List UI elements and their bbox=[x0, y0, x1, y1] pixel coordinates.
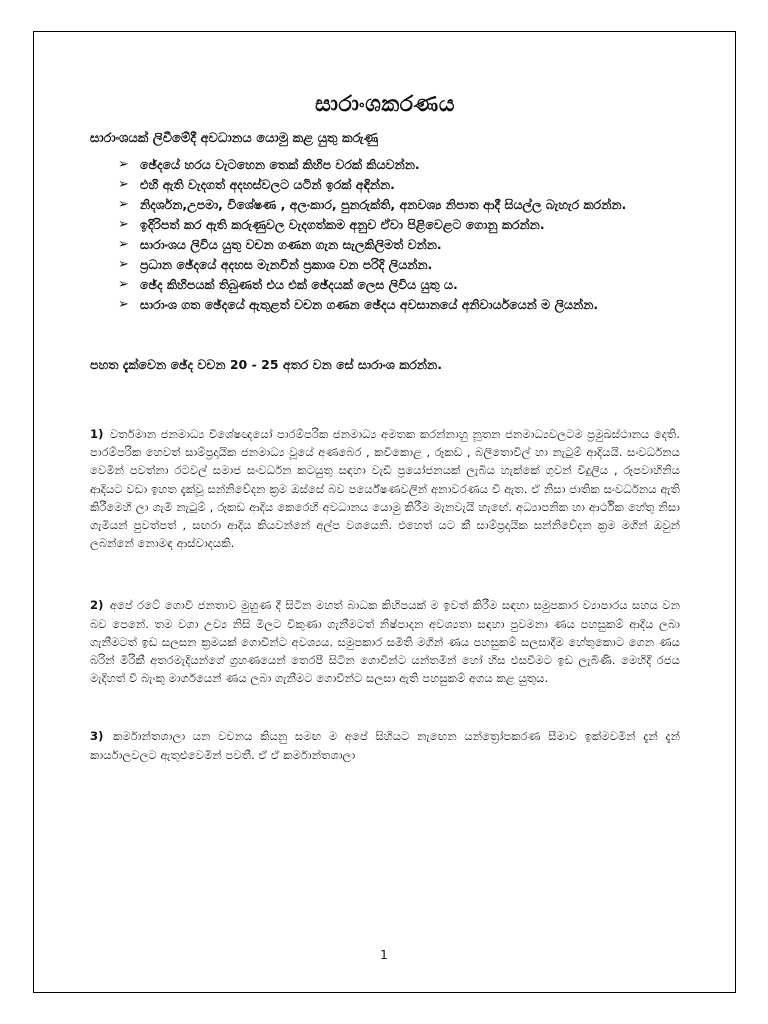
paragraph-3 bbox=[90, 727, 680, 765]
list-item: ➢ සාරාංශය ලිවිය යුතු වචන ගණන ගැන සැලකිලිමත් වන්න. bbox=[118, 237, 442, 252]
list-item: ➢ එහි ඇති වැදගත් අදහස්වලට යටින් ඉරක් අඳින්න. bbox=[118, 177, 395, 192]
list-item: ➢ සාරාංශ ගත ඡේදයේ ඇතුළත් වචන ගණන ඡේදය අවසානයේ අනිවාර්යයෙන් ම ලියන්න. bbox=[118, 297, 599, 312]
paragraph-text: කර්මාන්තශාලා යන වචනය කියනු සමඟ ම අපේ සිහියට නැඟෙන යන්ත්‍රෝපකරණ සීමාව ඉක්මවමින් දැන් දැන් කාර්යාලවලට ඇතුළුවෙමින් පවතී. ඒ ඒ කර්මාන්තශාලා bbox=[90, 729, 680, 762]
document-body bbox=[90, 92, 680, 765]
paragraph-number: 3) bbox=[90, 729, 104, 744]
paragraph-2 bbox=[90, 596, 680, 687]
arrow-bullet-icon: ➢ bbox=[118, 217, 129, 232]
arrow-bullet-icon: ➢ bbox=[118, 277, 129, 292]
arrow-bullet-icon: ➢ bbox=[118, 177, 129, 192]
tips-list bbox=[90, 156, 680, 313]
arrow-bullet-icon: ➢ bbox=[118, 157, 129, 172]
arrow-bullet-icon: ➢ bbox=[118, 197, 129, 212]
paragraph-number: 1) bbox=[90, 427, 104, 441]
paragraph-text: වර්තමාන ජනමාධ්‍ය විශේෂඥයෝ පාරම්පරික ජනමාධ්‍ය අමතක කරන්නාහු නූතන ජනමාධ්‍යවලටම ප්‍රමුඛස්ථානය දෙති. පාරම්පරික හෙවත් සාම්ප්‍රදායික ජනමාධ්‍ය වූයේ අණබෙර , කවිකොළ , රූකඩ , බලිතොවිල් හා නැටුම් ආදියයි. සංවර්ධනය වෙමින් පවත්නා රටවල් සමාජ සංවර්ධන කටයුතු සඳහා වැඩි ප්‍රයෝජනයක් ලැබිය හැක්කේ ගුවන් විදුලිය , රූපවාහිනිය ආදියට වඩා ඉහත දැක්වූ සන්නිවේදන ක්‍රම ඔස්සේ බව පර්යේෂණවලින් අනාවරණය වී ඇත. ඒ නිසා ජාතික සංවර්ධනය ඇති කිරීමෙහි ලා ගැමි නැටුම් , රූකඩ ආදිය කෙරෙහි අවධානය යොමු කිරීම මැනවැයි හැඟේ. අධ්‍යාපනික හා ආර්ථික හේතු නිසා ගැමියන් පුවත්පත් , සඟරා ආදිය කියවන්නේ අල්ප වශයෙනි. එහෙත් යට කී සාම්ප්‍රදායික සන්නිවේදන ක්‍රම මගින් ඔවුන් ලබන්නේ නොමඳ ආස්වාදයකි. bbox=[90, 427, 680, 551]
tips-heading: සාරාංශයක් ලිවීමේදී අවධානය යොමු කළ යුතු කරුණු bbox=[90, 131, 379, 146]
list-item: ➢ ප්‍රධාන ඡේදයේ අදහස මැනවින් ප්‍රකාශ වන පරිදි ලියන්න. bbox=[118, 257, 433, 272]
list-item: ➢ නිදර්ශන,උපමා, විශේෂණ , අලංකාර, පුනරුක්ති, අනවශ්‍ය නිපාත ආදී සියල්ල බැහැර කරන්න. bbox=[118, 197, 627, 212]
paragraph-number: 2) bbox=[90, 598, 104, 613]
list-item: ➢ ඡේදයේ හරය වැටහෙන තෙක් කිහිප වරක් කියවන්න. bbox=[118, 157, 420, 172]
arrow-bullet-icon: ➢ bbox=[118, 257, 129, 272]
arrow-bullet-icon: ➢ bbox=[118, 297, 129, 312]
arrow-bullet-icon: ➢ bbox=[118, 237, 129, 252]
exercise-instruction: පහත දැක්වෙන ඡේද වචන 20 - 25 අතර වන සේ සාරාංශ කරන්න. bbox=[90, 357, 442, 372]
list-item: ➢ ඡේද කිහිපයක් තිබුණත් එය එක් ඡේදයක් ලෙස ලිවිය යුතු ය. bbox=[118, 277, 458, 292]
page-number: 1 bbox=[380, 948, 388, 962]
paragraph-text: අපේ රටේ ගොවි ජනතාව මුහුණ දී සිටින මහත් බාධක කිහිපයක් ම ඉවත් කිරීම සඳහා සමුපකාර ව්‍යාපාරය සහය වන බව පෙනේ. තම වගා උව්‍ය නිසි මිලට විකුණා ගැනීමටත් නිෂ්පාදන අවශ්‍යතා සඳහා පුවමනා ණය පහසුකම් ආදිය ලබා ගැනීමටත් ඉඩ සලසන ක්‍රමයක් ගොවීන්ට අවශ්‍යය. සමුපකාර සමිති මගින් ණය පහසුකම් සලසාදීම හේතුකොට ගෙන ණය බරින් මිරිකී අතරමැදියන්ගේ ග්‍රහණයෙන් තෙරපී සිටින ගොවීන්ට යන්තමින් හෝ හිස එසවීමට ඉඩ ලැබිණි. මෙහිදී රජය මැදිහත් වී බැංකු මාර්ගයෙන් ණය ලබා ගැනීමට ගොවීන්ට සලසා ඇති පහසුකම් අගය කළ යුතුය. bbox=[90, 598, 680, 686]
paragraph-1 bbox=[90, 425, 680, 552]
document-title: සාරාංශකරණය bbox=[314, 92, 456, 117]
list-item: ➢ ඉදිරිපත් කර ඇති කරුණුවල වැදගත්කම අනුව ඒවා පිළිවෙළට ගොනු කරන්න. bbox=[118, 217, 545, 232]
